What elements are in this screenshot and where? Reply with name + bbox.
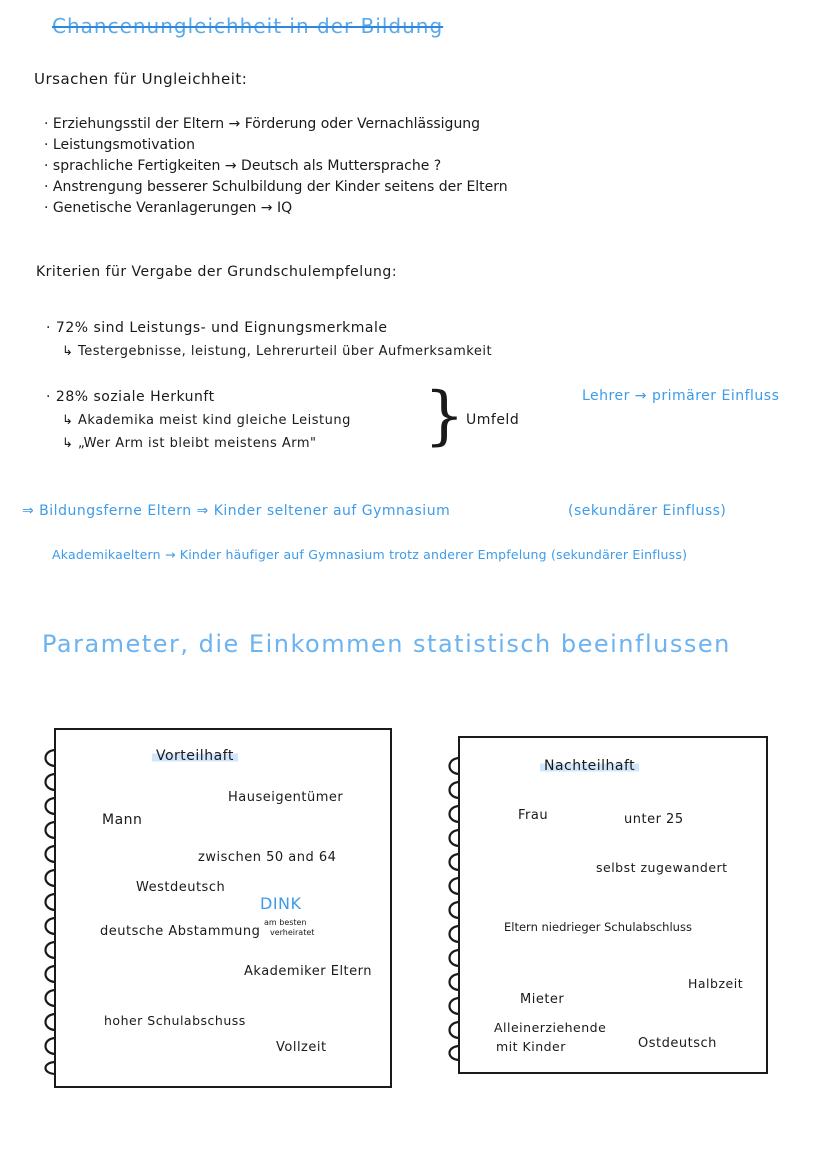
adv-age: zwischen 50 and 64 (198, 850, 337, 865)
list-item: · Genetische Veranlagerungen → IQ (44, 200, 293, 216)
list-item: · Leistungsmotivation (44, 137, 195, 153)
adv-dink: DINK (260, 894, 302, 913)
dis-woman: Frau (518, 808, 549, 823)
spiral-binding-icon (442, 752, 482, 1064)
dis-parents: Eltern niedrieger Schulabschluss (504, 920, 692, 934)
adv-dink-note-1: am besten (264, 918, 307, 927)
dis-under25: unter 25 (624, 812, 684, 827)
adv-dink-note-2: verheiratet (270, 928, 315, 937)
dis-immigrant: selbst zugewandert (596, 860, 728, 875)
criteria-social-sub2: ↳ „Wer Arm ist bleibt meistens Arm" (62, 436, 317, 451)
dis-parttime: Halbzeit (688, 976, 744, 991)
adv-west: Westdeutsch (136, 880, 226, 895)
criteria-heading: Kriterien für Vergabe der Grundschulempfelung: (36, 264, 398, 280)
list-item: · sprachliche Fertigkeiten → Deutsch als Muttersprache ? (44, 158, 442, 174)
disadvantage-heading: Nachteilhaft (540, 758, 639, 774)
dis-single-2: mit Kinder (496, 1039, 566, 1054)
effect-line-1-note: (sekundärer Einfluss) (568, 503, 727, 519)
criteria-social-sub1: ↳ Akademika meist kind gleiche Leistung (62, 413, 351, 428)
criteria-social: · 28% soziale Herkunft (46, 389, 215, 405)
causes-heading: Ursachen für Ungleichheit: (34, 70, 248, 88)
criteria-performance: · 72% sind Leistungs- und Eignungsmerkmale (46, 320, 388, 336)
adv-fulltime: Vollzeit (276, 1040, 327, 1055)
adv-descent: deutsche Abstammung (100, 924, 261, 939)
dis-single-1: Alleinerziehende (494, 1020, 607, 1035)
list-item: · Anstrengung besserer Schulbildung der Kinder seitens der Eltern (44, 179, 508, 195)
adv-man: Mann (102, 812, 143, 828)
section-title: Parameter, die Einkommen statistisch beeinflussen (42, 630, 731, 658)
effect-line-1: ⇒ Bildungsferne Eltern ⇒ Kinder seltener auf Gymnasium (22, 503, 451, 519)
dis-tenant: Mieter (520, 992, 565, 1007)
adv-parents: Akademiker Eltern (244, 964, 373, 979)
adv-owner: Hauseigentümer (228, 790, 344, 805)
teacher-note: Lehrer → primärer Einfluss (582, 388, 780, 404)
brace-icon: } (424, 379, 465, 453)
adv-school: hoher Schulabschuss (104, 1013, 246, 1028)
list-item: · Erziehungsstil der Eltern → Förderung oder Vernachlässigung (44, 116, 481, 132)
page-title: Chancenungleichheit in der Bildung (52, 14, 444, 38)
effect-line-2: Akademikaeltern → Kinder häufiger auf Gymnasium trotz anderer Empfelung (sekundärer Einfluss) (52, 547, 688, 562)
spiral-binding-icon (38, 744, 78, 1078)
criteria-performance-sub: ↳ Testergebnisse, leistung, Lehrerurteil über Aufmerksamkeit (62, 344, 493, 359)
dis-east: Ostdeutsch (638, 1036, 717, 1051)
advantage-heading: Vorteilhaft (152, 748, 238, 764)
advantage-card (54, 728, 392, 1088)
brace-label: Umfeld (466, 412, 520, 428)
causes-list (44, 114, 508, 219)
